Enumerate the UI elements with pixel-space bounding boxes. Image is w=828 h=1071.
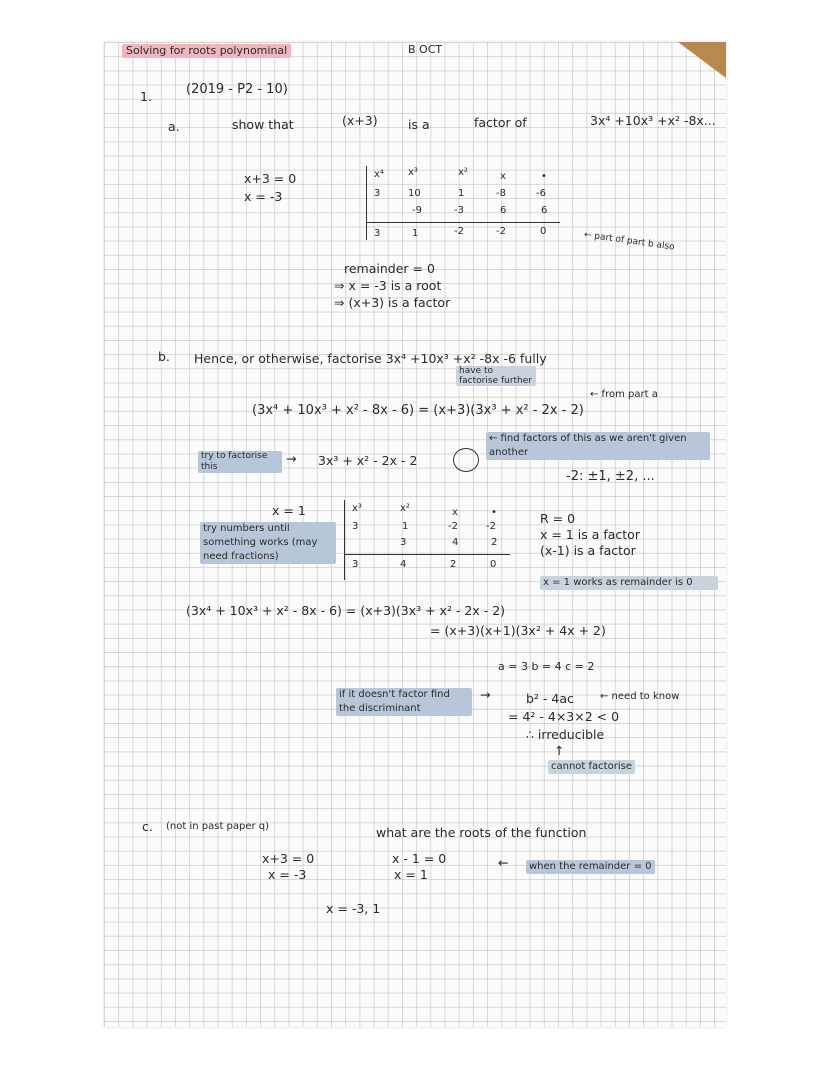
part-b-disc-5: cannot factorise [548, 760, 635, 774]
part-b-discriminant-note: if it doesn't factor find the discriminant [336, 688, 472, 716]
question-number: 1. [140, 89, 152, 104]
part-b-disc-2: = 4² - 4×3×2 < 0 [508, 709, 620, 724]
part-a-prompt: show that [232, 117, 294, 132]
table-a-cell: 6 [500, 205, 507, 216]
part-b-factors: -2: ±1, ±2, ... [566, 469, 655, 484]
table-a-header: x⁴ [374, 169, 384, 180]
constant-circle [453, 448, 479, 472]
table-a-cell: 1 [458, 188, 465, 199]
table-b-cell: 3 [352, 559, 359, 570]
part-c-label: c. [142, 819, 153, 834]
part-a-conclusion-1: remainder = 0 [344, 261, 435, 276]
table-a-header: x [500, 171, 506, 182]
part-a-factor-of: factor of [474, 115, 527, 130]
part-b-equation-2: (3x⁴ + 10x³ + x² - 8x - 6) = (x+3)(3x³ + x² - 2x - 2) [186, 603, 506, 618]
table-a-cell: 1 [412, 228, 419, 239]
table-a-cell: 6 [541, 205, 548, 216]
table-a-cell: 10 [408, 188, 421, 199]
part-a-conclusion-2: ⇒ x = -3 is a root [334, 278, 442, 293]
table-a-cell: -6 [536, 188, 546, 199]
table-b-header: • [491, 507, 497, 518]
part-a-label: a. [168, 119, 180, 134]
part-a-factor: (x+3) [342, 113, 378, 128]
table-a-cell: -8 [496, 188, 506, 199]
table-a-cell: 3 [374, 188, 381, 199]
table-b-cell: 3 [400, 537, 407, 548]
part-b-disc-4: ↑ [554, 743, 565, 758]
part-a-is-a: is a [408, 117, 430, 132]
part-c-work4: x = 1 [394, 867, 428, 882]
part-b-disc-3: ∴ irreducible [526, 727, 605, 742]
table-a-header: x³ [408, 167, 418, 178]
part-c-note: (not in past paper q) [166, 821, 270, 832]
question-source: (2019 - P2 - 10) [186, 82, 288, 97]
table-b-cell: 2 [491, 537, 498, 548]
part-b-prompt: Hence, or otherwise, factorise 3x⁴ +10x³ +x² -8x -6 fully [194, 351, 547, 366]
part-b-x-equals-1: x = 1 [272, 503, 306, 518]
table-a-cell: -9 [412, 205, 422, 216]
part-c-work3: x - 1 = 0 [392, 851, 447, 866]
table-b-cell: 4 [400, 559, 407, 570]
part-b-x1-factor-2: (x-1) is a factor [540, 543, 636, 558]
part-b-cubic: 3x³ + x² - 2x - 2 [318, 453, 418, 468]
part-b-try-numbers: try numbers until something works (may need fractions) [200, 522, 336, 564]
table-b-cell: 3 [352, 521, 359, 532]
part-a-work1: x+3 = 0 [244, 171, 297, 186]
part-b-disc-arrow: → [480, 687, 491, 702]
part-b-label: b. [158, 349, 170, 364]
table-b-cell: -2 [486, 521, 496, 532]
part-b-equation-3: = (x+3)(x+1)(3x² + 4x + 2) [430, 623, 606, 638]
table-b-cell: 4 [452, 537, 459, 548]
part-a-side-note: ← part of part b also [583, 230, 676, 253]
part-b-works-note: x = 1 works as remainder is 0 [540, 576, 718, 590]
table-a-cell: 0 [540, 226, 547, 237]
part-b-disc-need: ← need to know [600, 691, 680, 702]
note-title: Solving for roots polynominal [122, 44, 291, 58]
part-c-prompt: what are the roots of the function [376, 825, 587, 840]
part-a-conclusion-3: ⇒ (x+3) is a factor [334, 295, 451, 310]
table-a-header: x² [458, 167, 468, 178]
table-a-cell: -2 [454, 226, 464, 237]
part-b-equation-1: (3x⁴ + 10x³ + x² - 8x - 6) = (x+3)(3x³ + x² - 2x - 2) [252, 403, 584, 418]
table-b-cell: -2 [448, 521, 458, 532]
note-date: B OCT [408, 43, 443, 56]
part-c-arrow: ← [498, 855, 509, 870]
part-b-x1-factor: x = 1 is a factor [540, 527, 640, 542]
table-b-cell: 1 [402, 521, 409, 532]
part-b-find-note: ← find factors of this as we aren't given another [486, 432, 710, 460]
part-c-work1: x+3 = 0 [262, 851, 315, 866]
table-a-cell: -2 [496, 226, 506, 237]
part-b-note-further: have to factorise further [456, 366, 536, 386]
part-b-try-arrow: → [286, 451, 297, 466]
table-a-cell: 3 [374, 228, 381, 239]
part-b-r0: R = 0 [540, 511, 576, 526]
part-c-when: when the remainder = 0 [526, 860, 655, 874]
table-b-header: x² [400, 503, 410, 514]
part-b-note-from: ← from part a [590, 389, 658, 400]
table-a-cell: -3 [454, 205, 464, 216]
table-b-header: x³ [352, 503, 362, 514]
part-c-work2: x = -3 [268, 867, 307, 882]
table-b-header: x [452, 507, 458, 518]
table-a-header: • [541, 171, 547, 182]
part-a-poly: 3x⁴ +10x³ +x² -8x... [590, 113, 716, 128]
table-b-cell: 0 [490, 559, 497, 570]
part-a-work2: x = -3 [244, 189, 283, 204]
part-c-answer: x = -3, 1 [326, 901, 381, 916]
part-b-disc-1: b² - 4ac [526, 691, 574, 706]
part-b-abc: a = 3 b = 4 c = 2 [498, 660, 595, 673]
part-b-try-note: try to factorise this [198, 451, 282, 473]
table-b-cell: 2 [450, 559, 457, 570]
